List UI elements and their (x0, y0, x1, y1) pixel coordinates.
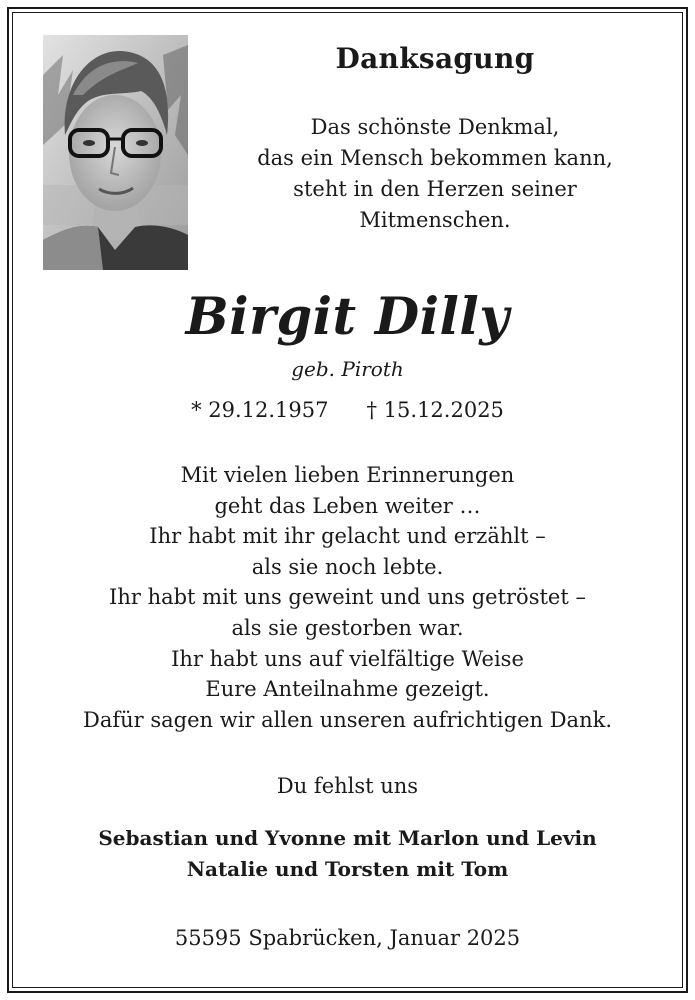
quote-line: steht in den Herzen seiner (293, 177, 577, 201)
thanks-line: Mit vielen lieben Erinnerungen (180, 463, 515, 487)
thanks-line: geht das Leben weiter … (214, 493, 481, 518)
quote-line: das ein Mensch bekommen kann, (257, 146, 613, 170)
quote-line: Mitmenschen. (359, 208, 511, 232)
birth-name: geb. Piroth (291, 357, 404, 381)
thanks-line: Dafür sagen wir allen unseren aufrichtigen Dank. (82, 707, 612, 732)
life-dates (0, 398, 695, 422)
miss-you-line: Du fehlst uns (276, 774, 419, 798)
thanks-line: Eure Anteilnahme gezeigt. (205, 677, 490, 702)
thanks-line: Ihr habt mit uns geweint und uns getröstet – (109, 585, 586, 610)
quote (200, 112, 670, 236)
portrait-photo (43, 35, 188, 270)
thanks-line: als sie noch lebte. (251, 554, 444, 579)
thanks-text (20, 460, 675, 735)
thanks-line: Ihr habt mit ihr gelacht und erzählt – (149, 524, 546, 549)
family-signature (20, 823, 675, 885)
deceased-name: Birgit Dilly (185, 287, 510, 347)
family-line: Sebastian und Yvonne mit Marlon und Levin (98, 826, 597, 850)
thanks-line: Ihr habt uns auf vielfältige Weise (171, 646, 524, 671)
place-and-date: 55595 Spabrücken, Januar 2025 (174, 926, 521, 950)
death-date: † 15.12.2025 (366, 398, 504, 422)
quote-line: Das schönste Denkmal, (310, 115, 560, 139)
family-line: Natalie und Torsten mit Tom (186, 857, 509, 881)
birth-date: * 29.12.1957 (191, 398, 329, 422)
heading: Danksagung (335, 42, 535, 75)
thanks-line: als sie gestorben war. (231, 615, 464, 640)
